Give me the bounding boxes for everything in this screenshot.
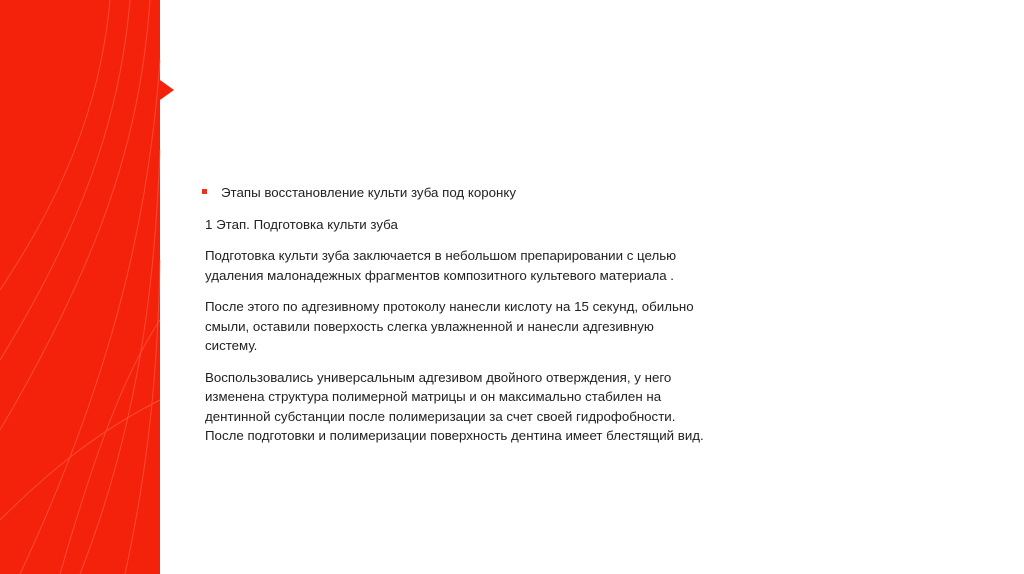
slide-heading: Этапы восстановление культи зуба под коронку [221,185,516,200]
red-panel-background [0,0,160,574]
square-bullet-icon [202,189,207,194]
panel-pointer-notch [160,80,174,100]
decorative-red-panel [0,0,160,574]
paragraph-preparation: Подготовка культи зуба заключается в небольшом препарировании с целью удаления малонадежных фрагментов композитного культевого материала . [205,248,677,283]
slide-content [205,183,705,458]
bulleted-heading [205,183,705,203]
paragraph-adhesive-protocol: После этого по адгезивному протоколу нанесли кислоту на 15 секунд, обильно смыли, оставили поверхость слегка увлажненной и нанесли адгезивную систему. [205,299,694,353]
paragraph-universal-adhesive: Воспользовались универсальным адгезивом двойного отверждения, у него изменена структура полимерной матрицы и он максимально стабилен на дентинной субстанции после полимеризации за счет своей гидрофобности. После подготовки и полимеризации поверхность дентина имеет блестящий вид. [205,369,704,443]
stage-title: 1 Этап. Подготовка культи зуба [205,216,398,232]
decorative-arc-pattern [0,0,175,574]
